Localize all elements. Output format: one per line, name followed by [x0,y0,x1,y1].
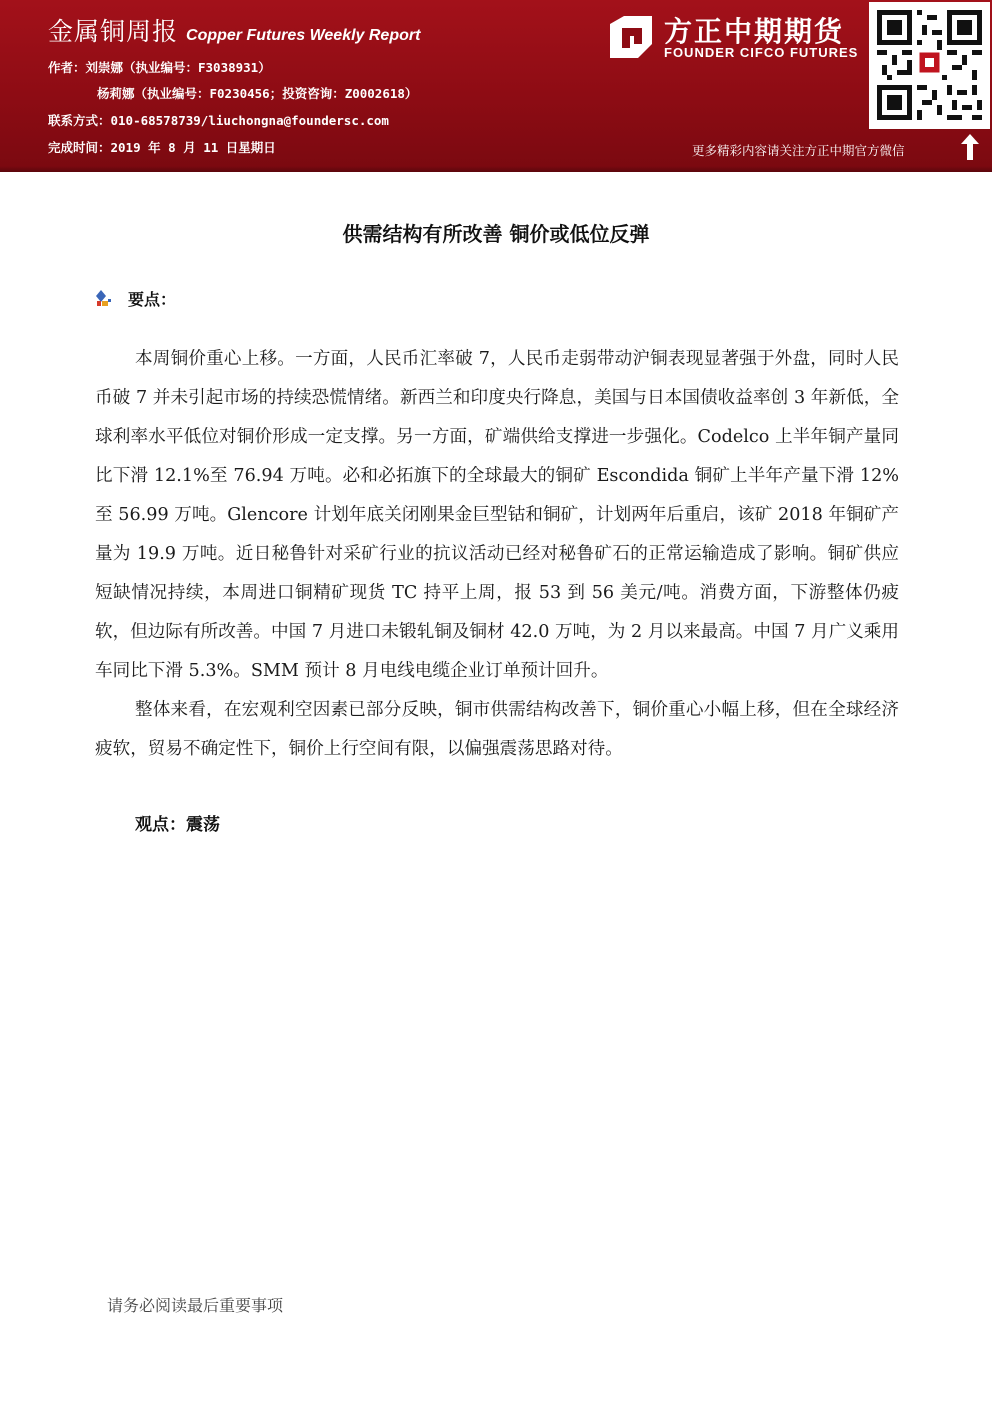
report-title-en: Copper Futures Weekly Report [186,27,421,44]
summary-paragraph-2: 整体来看，在宏观利空因素已部分反映，铜市供需结构改善下，铜价重心小幅上移，但在全球经济疲软，贸易不确定性下，铜价上行空间有限，以偏强震荡思路对待。 [95,700,899,759]
report-title-cn: 金属铜周报 [48,17,179,46]
up-arrow-icon [961,134,979,160]
report-header [0,0,992,172]
founder-logo-icon [608,14,654,60]
wechat-follow-note: 更多精彩内容请关注方正中期官方微信 [692,143,905,158]
wechat-qr-code [869,2,990,129]
author-line-1: 作者：刘崇娜（执业编号：F3038931） [48,60,271,75]
keypoints-label: 要点： [128,289,177,309]
keypoints-heading [94,286,176,310]
summary-body [95,340,899,769]
summary-paragraph-1: 本周铜价重心上移。一方面，人民币汇率破 7，人民币走弱带动沪铜表现显著强于外盘，同时人民币破 7 并未引起市场的持续恐慌情绪。新西兰和印度央行降息，美国与日本国债收益率创 3 年新低，全球利率水平低位对铜价形成一定支撑。另一方面，矿端供给支撑进一步强化。Codelco 上半年铜产量同比下滑 12.1%至 76.94 万吨。必和必拓旗下的全球最大的铜矿 Escondida 铜矿上半年产量下滑 12%至 56.99 万吨。Glencore 计划年底关闭刚果金巨型钴和铜矿，计划两年后重启，该矿 2018 年铜矿产量为 19.9 万吨。近日秘鲁针对采矿行业的抗议活动已经对秘鲁矿石的正常运输造成了影响。铜矿供应短缺情况持续，本周进口铜精矿现货 TC 持平上周，报 53 到 56 美元/吨。消费方面，下游整体仍疲软，但边际有所改善。中国 7 月进口未锻轧铜及铜材 42.0 万吨，为 2 月以来最高。中国 7 月广义乘用车同比下滑 5.3%。SMM 预计 8 月电线电缆企业订单预计回升。 [95,349,899,681]
brand-name-cn: 方正中期期货 [664,15,845,48]
diamond-bullet-icon [94,289,112,307]
completion-time: 完成时间：2019 年 8 月 11 日星期日 [48,140,276,155]
author-line-2: 杨莉娜（执业编号：F0230456；投资咨询：Z0002618） [97,86,418,101]
brand-name-en: FOUNDER CIFCO FUTURES [664,45,859,60]
market-view: 观点：震荡 [135,815,220,835]
report-title [48,12,420,48]
disclaimer-notice: 请务必阅读最后重要事项 [107,1296,284,1315]
contact-info: 联系方式：010-68578739/liuchongna@foundersc.com [48,113,389,128]
qr-code-icon [877,9,982,121]
document-title: 供需结构有所改善 铜价或低位反弹 [342,222,650,246]
brand-block [606,6,866,66]
